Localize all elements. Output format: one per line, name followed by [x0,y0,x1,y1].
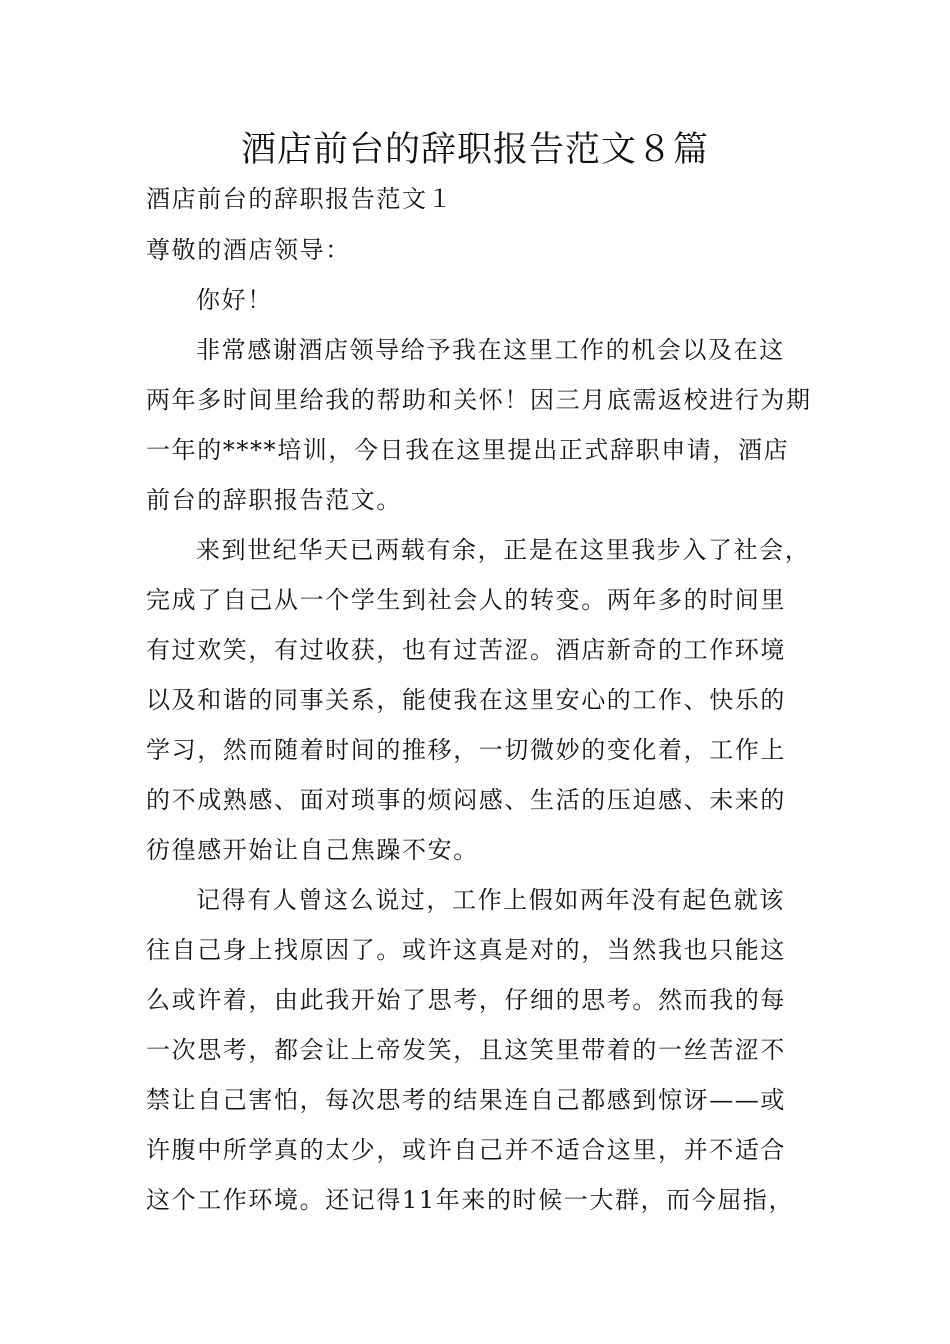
paragraph2-line: 完成了自己从一个学生到社会人的转变。两年多的时间里 [146,586,786,614]
paragraph3-line: 记得有人曾这么说过，工作上假如两年没有起色就该 [196,886,785,914]
paragraph2-line: 学习，然而随着时间的推移，一切微妙的变化着，工作上 [146,736,786,764]
paragraph1-line: 一年的****培训，今日我在这里提出正式辞职申请，酒店 [146,436,790,464]
paragraph2-line: 彷徨感开始让自己焦躁不安。 [146,836,479,864]
paragraph3-line: 往自己身上找原因了。或许这真是对的，当然我也只能这 [146,936,786,964]
paragraph3-line: 么或许着，由此我开始了思考，仔细的思考。然而我的每 [146,986,786,1014]
salutation: 尊敬的酒店领导： [146,236,351,264]
paragraph1-line: 非常感谢酒店领导给予我在这里工作的机会以及在这 [196,336,785,364]
paragraph2-line: 有过欢笑，有过收获，也有过苦涩。酒店新奇的工作环境 [146,636,786,664]
paragraph1-line: 两年多时间里给我的帮助和关怀！因三月底需返校进行为期 [146,386,812,414]
paragraph3-line: 这个工作环境。还记得11年来的时候一大群，而今屈指， [146,1186,795,1214]
paragraph2-line: 来到世纪华天已两载有余，正是在这里我步入了社会， [196,536,811,564]
paragraph2-line: 以及和谐的同事关系，能使我在这里安心的工作、快乐的 [146,686,786,714]
document-subtitle: 酒店前台的辞职报告范文１ [146,185,454,213]
paragraph3-line: 禁让自己害怕，每次思考的结果连自己都感到惊讶——或 [146,1086,786,1114]
greeting: 你好！ [196,286,273,314]
paragraph2-line: 的不成熟感、面对琐事的烦闷感、生活的压迫感、未来的 [146,786,786,814]
paragraph3-line: 一次思考，都会让上帝发笑，且这笑里带着的一丝苦涩不 [146,1036,786,1064]
paragraph1-line: 前台的辞职报告范文。 [146,486,402,514]
document-title: 酒店前台的辞职报告范文８篇 [240,130,709,170]
paragraph3-line: 许腹中所学真的太少，或许自己并不适合这里，并不适合 [146,1136,786,1164]
